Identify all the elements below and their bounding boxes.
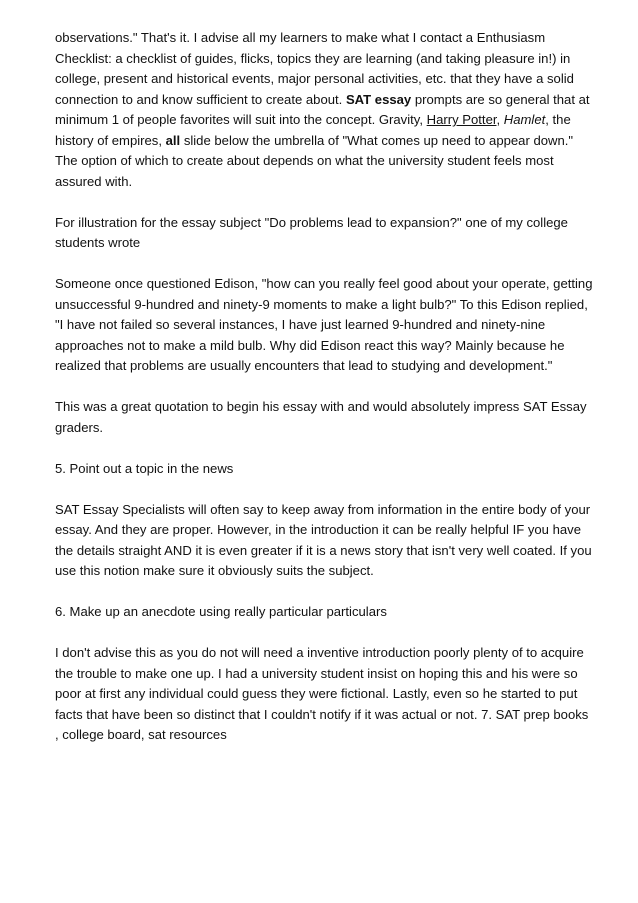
text-line: SAT Essay Specialists will often say to keep away from information in the entire body of your xyxy=(55,501,591,517)
paragraph-illustration xyxy=(55,213,595,254)
text-line xyxy=(55,131,595,152)
bold-phrase-sat-essay: SAT essay xyxy=(345,91,412,107)
text-segment: , the xyxy=(545,112,571,127)
text-line xyxy=(55,110,595,131)
text-line: the details straight AND it is even greater if it is a news story that isn't very well coated. If you xyxy=(55,542,592,558)
heading-point-5 xyxy=(55,459,595,480)
text-segment: minimum 1 of people favorites will suit into the concept. Gravity, xyxy=(55,112,423,127)
text-line: college, present and historical events, major personal activities, etc. that they have a solid xyxy=(55,71,574,86)
paragraph-edison-quote xyxy=(55,274,595,377)
text-segment: connection to and know sufficient to create about. xyxy=(55,91,343,107)
text-line: poor at first any individual could guess they were fictional. Lastly, even so he started to put xyxy=(55,686,578,701)
text-line: The option of which to create about depends on what the university student feels most xyxy=(55,153,554,168)
text-line: 6. Make up an anecdote using really particular particulars xyxy=(55,604,387,619)
text-line: use this notion make sure it obviously suits the subject. xyxy=(55,563,374,578)
document-body xyxy=(55,28,595,766)
text-line: assured with. xyxy=(55,173,133,189)
text-line: , college board, sat resources xyxy=(55,727,227,742)
bold-word-all: all xyxy=(165,132,181,148)
text-line: realized that problems are usually encounters that lead to studying and development." xyxy=(55,358,553,373)
text-line: This was a great quotation to begin his essay with and would absolutely impress SAT Essay xyxy=(55,399,587,414)
heading-point-6 xyxy=(55,602,595,623)
text-line: unsuccessful 9-hundred and ninety-9 moments to make a light bulb?" To this Edison replied, xyxy=(55,296,588,312)
text-line: I don't advise this as you do not will need a inventive introduction poorly plenty of to acquire xyxy=(55,645,584,660)
text-segment: history of empires, xyxy=(55,132,162,148)
text-line: facts that have been so distinct that I couldn't notify if it was actual or not. 7. SAT prep books xyxy=(55,706,589,722)
text-segment: slide below the umbrella of "What comes up need to appear down." xyxy=(183,132,574,148)
text-line: approaches not to make a mild bulb. Why did Edison react this way? Mainly because he xyxy=(55,337,565,353)
paragraph-quotation-comment xyxy=(55,397,595,438)
paragraph-enthusiasm-checklist xyxy=(55,28,595,192)
harry-potter-link[interactable]: Harry Potter xyxy=(426,112,497,127)
text-segment: prompts are so general that at xyxy=(414,91,590,107)
text-line: 5. Point out a topic in the news xyxy=(55,460,234,476)
text-line: "I have not failed so several instances, I have just learned 9-hundred and ninety-nine xyxy=(55,317,546,332)
text-line: students wrote xyxy=(55,235,141,250)
text-line: Someone once questioned Edison, "how can you really feel good about your operate, getting xyxy=(55,276,593,291)
text-line: For illustration for the essay subject "Do problems lead to expansion?" one of my college xyxy=(55,214,568,230)
text-line: essay. And they are proper. However, in the introduction it can be really helpful IF you have xyxy=(55,522,581,537)
italic-title-hamlet: Hamlet xyxy=(503,112,546,127)
text-line: the trouble to make one up. I had a university student insist on hoping this and his were so xyxy=(55,665,578,681)
text-segment: , xyxy=(496,112,501,127)
text-line: Checklist: a checklist of guides, flicks, topics they are learning (and taking pleasure in!) in xyxy=(55,50,571,66)
text-line xyxy=(55,90,595,111)
paragraph-anecdote xyxy=(55,643,595,746)
text-line: observations." That's it. I advise all my learners to make what I contact a Enthusiasm xyxy=(55,30,546,45)
text-line: graders. xyxy=(55,419,104,435)
paragraph-news-topic xyxy=(55,500,595,582)
